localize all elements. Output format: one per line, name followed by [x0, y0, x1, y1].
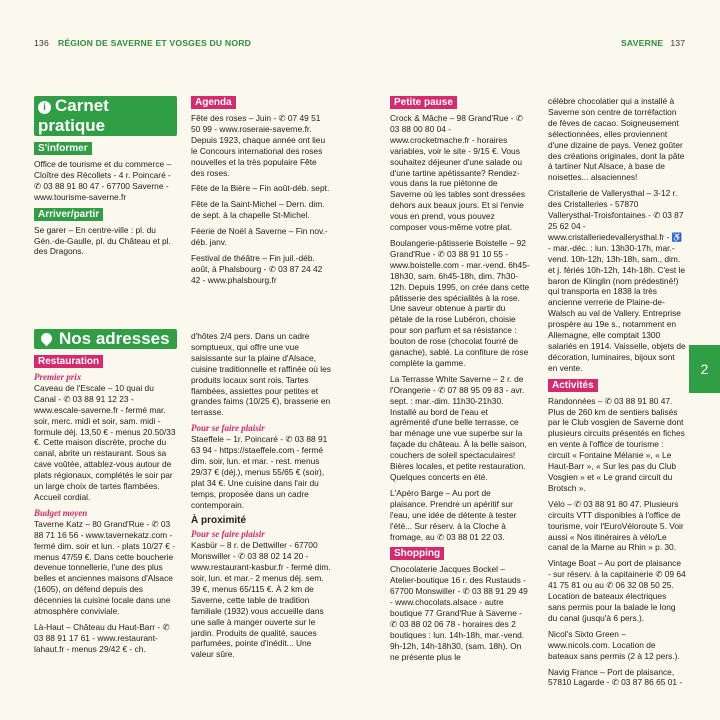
agenda-noel: Féerie de Noël à Saverne – Fin nov.-déb. janv. [191, 226, 328, 248]
informer-heading: S'informer [34, 142, 92, 155]
column-2-lower [191, 331, 332, 665]
page-number-left: 136 [34, 38, 49, 48]
listing-randonnees: Randonnées – ✆ 03 88 91 80 47. Plus de 260 km de sentiers balisés par le Club vosgien de Saverne dont plusieurs circuits présentés en fiches en vente à l'office de tourisme : circuit « Fontaine Mélanie », « Le Haut-Barr », « Sur les pas du Club Vosgien » et « Le grand circuit du Brotsch ». [548, 395, 685, 493]
adresses-heading [34, 329, 177, 349]
arriver-text: Se garer – En centre-ville : pl. du Gén.-de-Gaulle, pl. du Château et pl. des Dragons. [34, 224, 171, 257]
agenda-roses: Fête des roses – Juin - ✆ 07 49 51 50 99 - www.roseraie-saverne.fr. Depuis 1923, chaque année ont lieu le Concours international des roses nouvelles et la très populaire Fête des roses. [191, 113, 326, 178]
budget-moyen-label: Budget moyen [34, 507, 88, 518]
page-header-left [34, 38, 251, 48]
listing-terrasse-white: La Terrasse White Saverne – 2 r. de l'Orangerie - ✆ 07 88 95 09 83 - avr. sept. : mar.-dim. 11h30-21h30. Installé au bord de l'eau et agrémenté d'une belle terrasse, ce bar ménage une vue superbe sur la façade du château. À la belle saison, couchers de soleil spectaculaires! Bières locales, et petite restauration. Quelques concerts en été. [390, 373, 527, 482]
listing-velo: Vélo – ✆ 03 88 91 80 47. Plusieurs circuits VTT disponibles à l'office de tourisme, voir l'EuroVéloroute 5. Voir aussi « Nos itinéraires à vélo/Le canal de la Marne au Rhin » p. 30. [548, 498, 684, 553]
region-title: RÉGION DE SAVERNE ET VOSGES DU NORD [57, 38, 252, 48]
listing-bockel: Chocolaterie Jacques Bockel – Atelier-boutique 16 r. des Rustauds - 67700 Monswiller - ✆ 03 88 91 29 49 - www.chocolats.alsace - autre boutique 77 Grand'Rue à Saverne - ✆ 03 88 02 06 78 - horaires des 2 boutiques : lun. 14h-18h, mar.-vend. 9h-12h, 14h-18h30, (sam. 18h). On ne présente plus le [390, 564, 528, 662]
column-4 [548, 96, 686, 693]
listing-cristallerie: Cristallerie de Vallerysthal – 3-12 r. des Cristalleries - 57870 Vallerysthal-Troisfontaines - ✆ 03 87 25 62 04 - www.cristalleriedevallerysthal.fr - ♿ - mar.-déc. : lun. 13h30-17h, mar.-vend. 10h-12h, 13h-18h, sam., dim. et j. fériés 10h-12h, 14h-18h. C'est le baron de Klinglin (nom prédestiné!) qui transporta en 1838 la très ancienne verrerie de Plaine-de-Walsch au val de Vallery. Entreprise prospère au 19e s., notamment en Allemagne, elle comptait 1300 salariés en 1914. Vaisselle, objets de décoration, luminaires, bijoux sont en vente. [548, 188, 686, 373]
listing-kasbur: Kasbür – 8 r. de Dettwiller - 67700 Monswiller - ✆ 03 88 02 14 20 - www.restaurant-kasbur.fr - fermé dim. soir, lun. et mar.- 2 menus déj. sem. 39 €, menus 65/115 €. À 2 km de Saverne, cette table de tradition familiale (1932) vous accueille dans une salle à manger ouverte sur le jardin. Produits de qualité, sauces parfumées, pointe d'inédit... Une valeur sûre. [191, 540, 331, 660]
listing-escale: Caveau de l'Escale – 10 quai du Canal - ✆ 03 88 91 12 23 - www.escale-saverne.fr - fermé mar. soir, merc. midi et soir, sam. midi - formule déj. 13,50 € - menus 20.50/33 €. Cette maison discrète, proche du canal, abrite un restaurant. Sous sa cave voûtée, attablez-vous autour de plats régionaux, complétés le soir par un large choix de tartes flambées. Accueil cordial. [34, 382, 176, 502]
proximite-heading: À proximité [191, 514, 247, 526]
page-number-right: 137 [670, 38, 686, 48]
premier-prix-label: Premier prix [34, 372, 82, 382]
listing-nicols: Nicol's Sixto Green – www.nicols.com. Location de bateaux sans permis (2 à 12 pers.). [548, 628, 680, 661]
listing-navig-france: Navig France – Port de plaisance, 57810 Lagarde - ✆ 03 87 86 65 01 - [548, 666, 683, 688]
agenda-biere: Fête de la Bière – Fin août-déb. sept. [191, 183, 330, 194]
restauration-heading: Restauration [34, 355, 103, 368]
carnet-heading [34, 96, 177, 136]
arriver-heading: Arriver/partir [34, 208, 103, 221]
plaisir-label-1: Pour se faire plaisir [191, 423, 265, 434]
plaisir-label-2: Pour se faire plaisir [191, 529, 265, 540]
agenda-saint-michel: Fête de la Saint-Michel – Dern. dim. de sept. à la chapelle St-Michel. [191, 199, 325, 221]
shopping-heading: Shopping [390, 547, 444, 560]
listing-la-haut: Là-Haut – Château du Haut-Barr - ✆ 03 88 91 17 61 - www.restaurant-lahaut.fr - menus 29/42 € - ch. [34, 621, 170, 654]
listing-staeffele: Staeffele – 1r. Poincaré - ✆ 03 88 91 63 94 - https://staeffele.com - fermé dim. soir, lun. et mar. - rest. menus 29/37 € (déj.), menus 55/65 € (soir), plat 34 €. Une cuisine dans l'air du temps, proposée dans un cadre contemporain. [191, 434, 328, 510]
chapter-tab: 2 [689, 345, 720, 393]
office-tourisme: Office de tourisme et du commerce – Cloître des Récollets - 4 r. Poincaré - ✆ 03 88 91 80 47 - 67700 Saverne - www.tourisme-saverne.fr [34, 159, 172, 202]
la-haut-continued: d'hôtes 2/4 pers. Dans un cadre somptueux, qui offre une vue saisissante sur la plaine d'Alsace, cuisine traditionnelle et raffinée où les produits locaux sont rois. Tartes flambées, assiettes pour petites et grandes faims (10/25 €), brasserie en terrasse. [191, 331, 331, 418]
carnet-title: Carnet pratique [38, 96, 109, 135]
listing-boistelle: Boulangerie-pâtisserie Boistelle – 92 Grand'Rue - ✆ 03 88 91 10 55 - www.boistelle.com - mar.-vend. 6h45-18h30, sam. 6h45-18h, dim. 7h30-12h. Depuis 1995, on crée dans cette pâtisserie des spécialités à la rose. Une saveur obtenue à partir du pétale de la rose Lubéron, choisie pour son parfum et sa résistance : bouton de rose (chocolat fourré de ganache), sablé. La confiture de rose complète la gamme. [390, 237, 530, 368]
petite-pause-heading: Petite pause [390, 96, 457, 109]
listing-apero-barge: L'Apéro Barge – Au port de plaisance. Prendre un apéritif sur l'eau, une idée de détente à tester l'été... Sur réserv. à la Cloche à fromage, au ✆ 03 88 01 22 03. [390, 487, 517, 542]
listing-taverne-katz: Taverne Katz – 80 Grand'Rue - ✆ 03 88 71 16 56 - www.tavernekatz.com - fermé dim. soir et lun. - plats 10/27 € - menus 47/59 €. Dans cette boucherie devenue tonnellerie, l'une des plus belles et anciennes maisons d'Alsace (1605), on défend depuis des décennies la cuisine locale dans une atmosphère conviviale. [34, 518, 176, 617]
bockel-continued: célèbre chocolatier qui a installé à Saverne son centre de torréfaction de fèves de cacao. Soigneusement sélectionnées, elles proviennent d'une dizaine de pays. Venez goûter des créations originales, dont la pâte à tartiner Nut Alsace, à base de noisettes... alsaciennes! [548, 96, 685, 183]
page-header-right [621, 38, 685, 48]
agenda-heading: Agenda [191, 96, 236, 109]
location-pin-icon [39, 331, 55, 347]
info-icon: i [38, 101, 51, 114]
column-2 [191, 96, 332, 660]
listing-vintage-boat: Vintage Boat – Au port de plaisance - sur réserv. à la capitainerie ✆ 09 64 41 75 81 ou au ✆ 06 32 08 50 25. Location de bateaux électriques sans permis pour la balade le long du canal (jusqu'à 6 pers.). [548, 558, 686, 623]
agenda-theatre: Festival de théâtre – Fin juil.-déb. août, à Phalsbourg - ✆ 03 87 24 42 42 - www.phalsbourg.fr [191, 252, 323, 285]
listing-crock-mache: Crock & Mâche – 98 Grand'Rue - ✆ 03 88 00 80 04 - www.crocketmache.fr - horaires variables, voir le site - 9/15 €. Vous souhaitez déjeuner d'une salade ou d'une tartine apétissante? Rendez-vous dans la rue piétonne de Saverne où les tables sont dressées dehors aux beaux jours. Et si l'envie vous en prend, vous pouvez composer vous-même votre plat. [390, 113, 526, 233]
column-1 [34, 96, 177, 654]
city-title: SAVERNE [621, 38, 664, 48]
column-3 [390, 96, 530, 668]
adresses-title: Nos adresses [59, 329, 170, 348]
adresses-section [34, 329, 177, 660]
activites-heading: Activités [548, 379, 598, 392]
